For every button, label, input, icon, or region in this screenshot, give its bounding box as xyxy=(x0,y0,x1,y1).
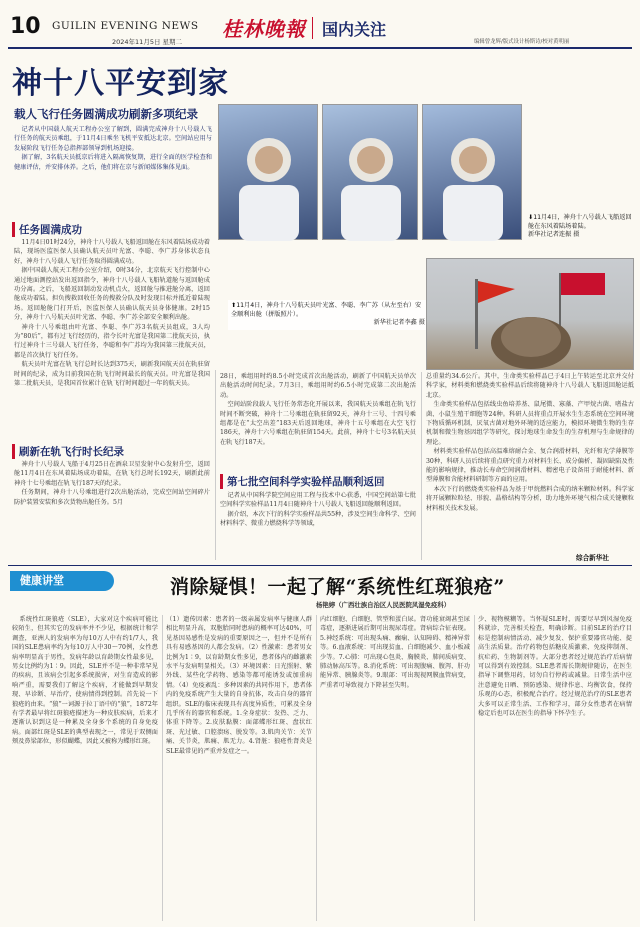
astronaut-figure-icon xyxy=(219,105,319,241)
photo-credit: 新华社记者连振 摄 xyxy=(528,231,580,239)
capsule-photo xyxy=(426,258,634,370)
health-col-2 xyxy=(166,615,312,921)
health-col-1-text: 系统性红斑狼疮（SLE），大家对这个疾病可能比较陌生，但其实它的发病率并不少见，根据统计和学调查，亚洲人的发病率为每10万人中有约1/7人，我国的SLE患病率约为每10万人中30～70例，女性患病率明显高于男性，发病年龄以育龄期女性最多见，男女比例约为1∶9。因此，SLE并不是一种非常罕见的疾病，且该病会引起多系统损害，对生育造成的影响严重，需要我们了解这个疾病，才能做到早期发现、早诊断、早治疗，使病情得到控制。首先说一下狼疮的由来。“狼”一词源于拉丁语中的“狼”，1872年有学者最早将红斑狼疮描述为一种皮肤疾病，后来才逐渐认识到这是一种累及全身多个系统的自身免疫病。面部红斑是SLE的典型表现之一，常见于双侧面颊及鼻梁部位，形似蝴蝶，因此又被称为蝶形红斑。 xyxy=(12,616,158,746)
masthead-rule xyxy=(8,47,632,49)
health-byline: 杨艳婷（广西壮族自治区人民医院风湿免疫科） xyxy=(316,601,451,609)
astronaut-photo-2 xyxy=(322,104,418,240)
section-heading-record: 刷新在轨飞行时长纪录 xyxy=(12,444,124,459)
mission-p1: 11月4日01时24分，神舟十八号载人飞船返回舱在东风着陆场成功着陆，现场医监医保人员确认航天员叶光富、李聪、李广苏身体状态良好，神舟十八号载人飞行任务取得圆满成功。 xyxy=(14,239,210,265)
samples-detail-p2: 生命类实验样品包括线虫鱼培养基、鼠尾微、寡藻、产甲烷古菌、嗜盐古菌、小鼠生殖干细胞等24种。科研人员将重点开展水生生态系统在空间环境下物质循环机制，厌氧古菌对地外环境的适应能力，模拟环境微生物的生存机制和微生物基因组学等研究，探讨地球生命发生的生存机理与生命规律的理论。 xyxy=(426,401,634,446)
photo-caption-capsule xyxy=(528,214,634,240)
health-col-3-text: 内红细胞、白细胞、管型和蛋白尿。肾功能衰竭甚至尿毒症，逐渐进展后期可出现尿毒症。肾病综合征表现。5.神经系统：可出现头痛、癫痫、认知障碍、精神异常等。6.血液系统：可出现贫血、白细胞减少、血小板减少等。7.心肺：可出现心包炎、胸膜炎、肺间质病变、肺动脉高压等。8.消化系统：可出现腹痛、腹泻、肝功能异常、胰腺炎等。9.眼部：可出现视网膜血管病变，严重者可导致视力下降甚至失明。 xyxy=(320,616,470,689)
mission-body xyxy=(14,238,210,436)
astronaut-figure-icon xyxy=(323,105,419,241)
column-rule xyxy=(215,370,216,560)
column-rule xyxy=(474,615,475,921)
duration-body xyxy=(220,372,416,476)
astronaut-photo-1 xyxy=(218,104,318,240)
samples-detail-body xyxy=(426,372,634,548)
section-separator xyxy=(8,565,632,566)
duration-p1: 28日，乘组用时约8.5小时完成首次出舱活动，刷新了中国航天员单次出舱活动时间纪录。7月3日，乘组用时约6.5小时完成第二次出舱活动。 xyxy=(220,373,416,399)
health-col-1 xyxy=(12,615,158,921)
mission-p3: 神舟十八号乘组由叶光富、李聪、李广苏3名航天员组成，3人均为“80后”，都有过飞行经历的，指令长叶光富是我国第二批航天员，执行过神舟十三号载人飞行任务，李聪和李广苏均为我国第三批航天员，都是首次执行飞行任务。 xyxy=(14,323,210,359)
samples-body xyxy=(220,491,416,559)
samples-detail-p3: 材料类实验样品包括高温难熔耐合金、复合润滑材料，光纤和光学薄膜等30种，科研人员后续将重点研究重力对材料生长、成分偏析、凝固缺陷及性能的影响规律，推动长寿命空间润滑材料、精密电子设备用于耐能材料、新型薄膜和含能材料研制等方面的应用。 xyxy=(426,448,634,484)
column-rule xyxy=(421,372,422,560)
lead-intro-p1: 记者从中国载人航天工程办公室了解到，圆满完成神舟十八号载人飞行任务的航天员乘组，于11月4日乘坐飞机平安抵达北京。空间站应用与发展阶段飞行任务总指挥部领导到机场迎接。 xyxy=(14,126,212,152)
health-col-4 xyxy=(478,615,632,921)
logo-divider xyxy=(312,17,313,39)
issue-date: 2024年11月5日 星期二 xyxy=(112,38,183,46)
astronaut-figure-icon xyxy=(423,105,523,241)
column-rule xyxy=(162,615,163,921)
section-heading-samples: 第七批空间科学实验样品顺利返回 xyxy=(220,474,385,489)
section-name: 国内关注 xyxy=(322,20,387,39)
samples-p1: 记者从中国科学院空间应用工程与技术中心获悉，中国空间站第七批空间科学实验样品11月4日随神舟十八号载人飞船返回舱顺利返回。 xyxy=(220,492,416,509)
record-p2: 任务期间，神舟十八号乘组进行2次出舱活动，完成空间站空间碎片防护装置安装和多次货物出舱任务。5月 xyxy=(14,489,210,506)
lead-title: 神十八平安到家 xyxy=(12,66,229,101)
caption-arrow-icon: ⬆ xyxy=(231,302,237,309)
photo-caption-astronauts xyxy=(228,300,428,330)
caption-arrow-icon: ⬇ xyxy=(528,214,534,221)
caption-text: 11月4日，神舟十八号载人飞船返回舱在东风着陆场着陆。 xyxy=(528,214,632,230)
paper-name-en: GUILIN EVENING NEWS xyxy=(52,20,199,32)
samples-detail-p4: 本次下行的燃烧类实验样品为基于甲烷燃料合成的纳米颗粒材料。科学家将开展颗粒粒径、形貌、晶格结构等分析，助力地外环境气相合成关键颗粒材料相关技术发展。 xyxy=(426,485,634,512)
photo-credit: 新华社记者李鑫 摄 xyxy=(373,319,425,327)
health-col-2-text: （1）遗传因素：患者的一级亲属发病率与健康人群相比明显升高，双胞胎同时患病的概率可达40%，可见基因易感性是发病的重要原因之一，但并不是所有具有易感基因的人都会发病。（2）性激素：患者男女比例为1∶9，以育龄期女性多见，患者体内的雌激素水平与发病明显相关。（3）环境因素：日光照射、紫外线、某些化学药物、感染等都可能诱发或加重病情。（4）免疫紊乱：多种因素的共同作用下，患者体内的免疫系统产生大量的自身抗体，攻击自身的器官组织。SLE的临床表现具有高度异质性，可累及全身几乎所有的器官和系统。1.全身症状：发热、乏力、体重下降等。2.皮肤黏膜：面部蝶形红斑、盘状红斑、光过敏、口腔溃疡、脱发等。3.肌肉关节：关节痛、关节炎，肌痛、肌无力。4.肾脏：狼疮性肾炎是SLE最常见的严重并发症之一。 xyxy=(166,616,312,755)
health-title: 消除疑惧！一起了解“系统性红斑狼疮” xyxy=(170,576,505,598)
lead-subtitle: 载人飞行任务圆满成功刷新多项纪录 xyxy=(14,107,198,121)
paper-logo: 桂林晚報 xyxy=(222,17,306,41)
record-p1: 神舟十八号载人飞船于4月25日在酒泉卫星发射中心发射升空，返回舱11月4日在东风着陆场成功着陆，在轨飞行总时长192天，刷新此前神舟十七号乘组在轨飞行187天的纪录。 xyxy=(14,461,210,487)
news-source: 综合新华社 xyxy=(576,554,609,562)
samples-detail-p1: 总重量约34.6公斤。其中，生命类实验样品已于4日上午转运至北京并交付科学家，材料类和燃烧类实验样品后续将随神舟十八号载人飞船返回舱运抵北京。 xyxy=(426,373,634,399)
column-rule xyxy=(316,615,317,921)
health-col-3 xyxy=(320,615,470,921)
lead-intro-p2: 据了解，3名航天员抵京后将进入隔离恢复期，进行全面的医学检查和健康评估，并安排休养。之后，他们将在京与新闻媒体集体见面。 xyxy=(14,154,212,171)
caption-text: 11月4日，神舟十八号航天员叶光富、李聪、李广苏（从左至右）安全顺利出舱（拼版照片）。 xyxy=(231,302,422,318)
section-heading-mission: 任务圆满成功 xyxy=(12,222,82,237)
duration-p2: 空间站阶段载人飞行任务常态化开展以来，我国航天员乘组在轨飞行时间不断突破，神舟十二号乘组在轨驻留92天，神舟十三号、十四号乘组都是在“太空出差”183天后返回地球，神舟十五号乘组在大空飞行186天，神舟十六号乘组在轨驻留154天。此前，神舟十七号3名航天员在轨飞行187天。 xyxy=(220,401,416,446)
health-column-badge: 健康讲堂 xyxy=(10,571,114,591)
health-col-4-text: 少、视物模糊等。当怀疑SLE时，需要尽早到风湿免疫科就诊，完善相关检查，明确诊断。目前SLE的治疗目标是控制病情活动、减少复发、保护重要器官功能、提高生活质量。治疗药物包括糖皮质激素、免疫抑制剂、抗疟药、生物制剂等。大部分患者经过规范治疗后病情可以得到有效控制。SLE患者需长期规律随访，在医生指导下调整用药，切勿自行停药或减量。日常生活中应注意避免日晒、预防感染、规律作息、均衡饮食，保持乐观的心态，积极配合治疗。经过规范治疗的SLE患者大多可以正常生活、工作和学习，部分女性患者在病情稳定后也可以在医生的指导下怀孕生子。 xyxy=(478,616,632,718)
samples-p2: 据介绍，本次下行的科学实验样品共55种，涉及空间生命科学、空间材料科学、微重力燃烧科学等领域， xyxy=(220,510,416,528)
astronaut-photo-3 xyxy=(422,104,522,240)
page-number: 10 xyxy=(10,14,41,39)
mission-p2: 据中国载人航天工程办公室介绍，0时34分，北京航天飞行控制中心通过地面测控站发出返回指令，神舟十八号载人飞船轨道舱与返回舱成功分离。之后，飞船返回制动发动机点火，返回舱与推进舱分离，返回舱成功着陆。担负搜救回收任务的搜救分队及时发现目标并抵近着陆现场。返回舱舱门打开后，医监医保人员确认航天员身体健康。2时15分，神舟十八号航天员叶光富、李聪、李广苏全部安全顺利出舱。 xyxy=(14,267,210,322)
lead-intro xyxy=(14,125,212,211)
editor-credits: 编辑曾龙辉/版式设计杨斯诗/校对黄明丽 xyxy=(474,39,570,45)
capsule-icon xyxy=(427,259,635,371)
masthead xyxy=(0,0,640,50)
mission-p4: 航天员叶光富在轨飞行总时长达到375天，刷新我国航天员在轨驻留时间的纪录，成为目前我国在轨飞行时间最长的航天员。叶光富是我国第二批航天员，是我国首位累计在轨飞行时间超过一年的航天员。 xyxy=(14,361,210,388)
record-body xyxy=(14,460,210,558)
